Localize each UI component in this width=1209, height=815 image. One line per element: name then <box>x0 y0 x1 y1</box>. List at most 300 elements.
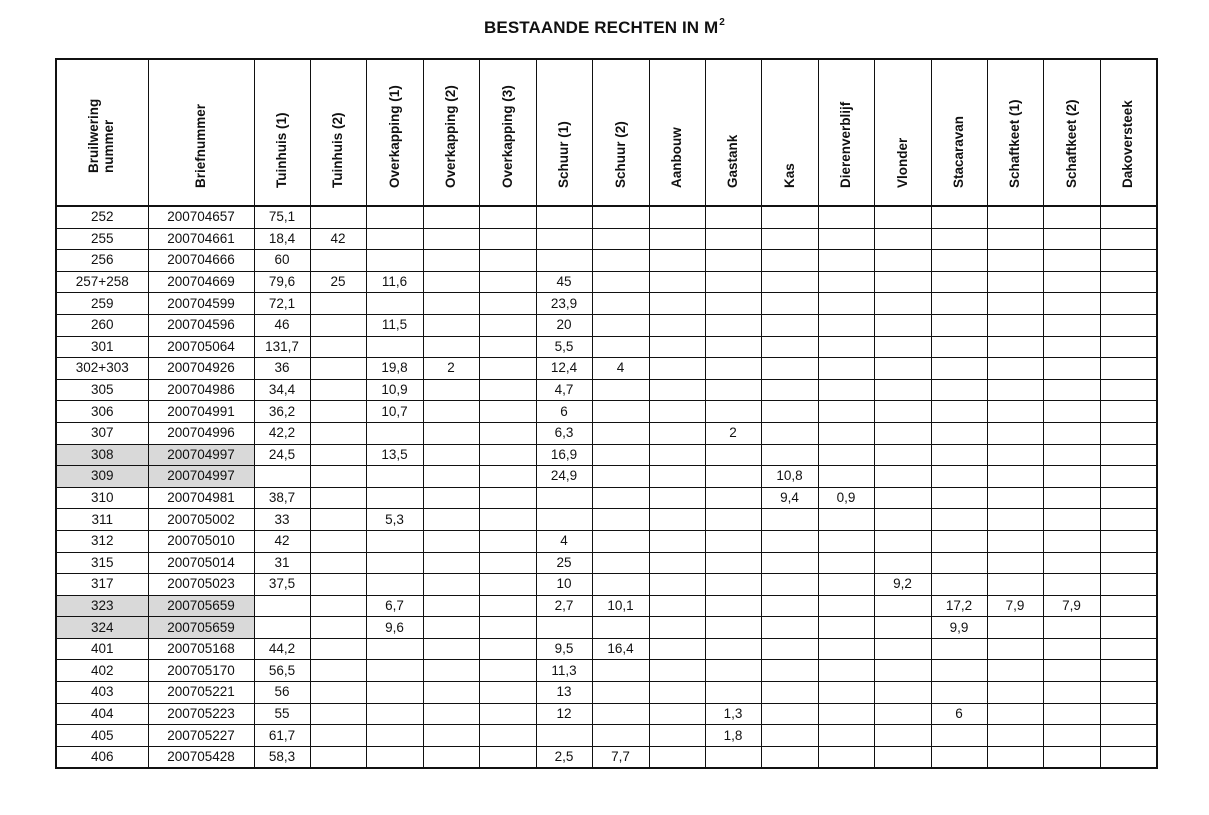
table-cell <box>592 336 649 358</box>
table-cell: 79,6 <box>254 271 310 293</box>
table-cell: 25 <box>310 271 366 293</box>
table-cell: 323 <box>56 595 148 617</box>
table-cell: 11,6 <box>366 271 423 293</box>
table-cell: 9,5 <box>536 638 592 660</box>
table-cell <box>761 595 818 617</box>
column-header-line: Aanbouw <box>669 127 684 188</box>
table-cell <box>818 206 874 228</box>
table-cell: 200704981 <box>148 487 254 509</box>
table-cell: 17,2 <box>931 595 987 617</box>
table-cell <box>254 595 310 617</box>
table-cell <box>1043 487 1100 509</box>
table-cell <box>874 725 931 747</box>
column-header-label <box>1064 59 1079 188</box>
table-cell: 36,2 <box>254 401 310 423</box>
table-cell: 23,9 <box>536 293 592 315</box>
table-cell <box>479 271 536 293</box>
table-cell <box>649 530 705 552</box>
table-cell <box>1043 509 1100 531</box>
table-cell <box>818 746 874 768</box>
table-cell: 200704997 <box>148 444 254 466</box>
column-header-label <box>556 59 571 188</box>
table-cell: 301 <box>56 336 148 358</box>
table-cell: 6 <box>931 703 987 725</box>
table-cell <box>592 314 649 336</box>
table-cell <box>592 228 649 250</box>
table-cell: 6 <box>536 401 592 423</box>
table-cell <box>1043 703 1100 725</box>
table-cell <box>705 293 761 315</box>
table-cell <box>1043 617 1100 639</box>
table-cell <box>1043 379 1100 401</box>
column-header-line: Schaftkeet (1) <box>1007 99 1022 188</box>
table-cell <box>479 638 536 660</box>
table-row <box>56 530 1157 552</box>
column-header-line: Overkapping (2) <box>443 85 458 188</box>
table-cell <box>705 509 761 531</box>
table-row <box>56 293 1157 315</box>
table-cell <box>987 552 1043 574</box>
table-cell <box>874 444 931 466</box>
column-header-line: Schaftkeet (2) <box>1063 99 1079 188</box>
table-cell <box>310 617 366 639</box>
table-cell: 405 <box>56 725 148 747</box>
table-cell <box>818 444 874 466</box>
table-cell <box>874 509 931 531</box>
table-cell <box>310 379 366 401</box>
table-cell <box>649 250 705 272</box>
table-cell: 200704661 <box>148 228 254 250</box>
table-cell <box>874 660 931 682</box>
table-cell <box>479 682 536 704</box>
table-cell <box>423 466 479 488</box>
table-cell <box>818 595 874 617</box>
table-cell <box>366 336 423 358</box>
column-header <box>56 59 148 206</box>
table-cell <box>479 422 536 444</box>
table-cell <box>1100 271 1157 293</box>
table-cell: 308 <box>56 444 148 466</box>
table-body <box>56 206 1157 768</box>
table-cell <box>310 444 366 466</box>
table-cell: 34,4 <box>254 379 310 401</box>
table-cell: 58,3 <box>254 746 310 768</box>
table-row <box>56 725 1157 747</box>
rights-table <box>55 58 1158 769</box>
table-cell <box>874 703 931 725</box>
table-cell <box>479 293 536 315</box>
table-cell: 24,5 <box>254 444 310 466</box>
table-cell: 44,2 <box>254 638 310 660</box>
table-cell <box>423 250 479 272</box>
table-cell: 38,7 <box>254 487 310 509</box>
table-cell <box>310 682 366 704</box>
table-cell <box>1043 466 1100 488</box>
table-cell: 4,7 <box>536 379 592 401</box>
table-cell <box>818 703 874 725</box>
table-cell: 200705221 <box>148 682 254 704</box>
table-cell <box>649 336 705 358</box>
table-cell <box>366 638 423 660</box>
column-header-label <box>387 59 402 188</box>
table-cell: 31 <box>254 552 310 574</box>
table-cell <box>592 271 649 293</box>
table-cell <box>874 206 931 228</box>
table-cell <box>705 250 761 272</box>
table-cell <box>310 530 366 552</box>
table-cell <box>1043 271 1100 293</box>
table-cell <box>310 725 366 747</box>
table-cell <box>479 530 536 552</box>
table-cell: 42 <box>254 530 310 552</box>
table-cell <box>592 401 649 423</box>
table-cell: 302+303 <box>56 358 148 380</box>
table-cell: 13,5 <box>366 444 423 466</box>
table-cell: 200705227 <box>148 725 254 747</box>
table-cell: 7,9 <box>987 595 1043 617</box>
table-cell <box>592 466 649 488</box>
table-cell <box>1100 617 1157 639</box>
table-cell: 200705014 <box>148 552 254 574</box>
page-title <box>0 17 1209 38</box>
table-cell <box>649 314 705 336</box>
column-header-label <box>86 59 116 173</box>
table-cell <box>649 509 705 531</box>
table-cell <box>423 552 479 574</box>
table-cell <box>310 401 366 423</box>
table-row <box>56 466 1157 488</box>
table-cell <box>536 725 592 747</box>
table-cell: 200705428 <box>148 746 254 768</box>
table-cell <box>705 444 761 466</box>
table-cell <box>479 314 536 336</box>
table-cell: 12,4 <box>536 358 592 380</box>
column-header-line: Overkapping (1) <box>386 85 402 188</box>
column-header-line: Tuinhuis (2) <box>330 112 345 188</box>
column-header-line: Kas <box>781 163 797 188</box>
column-header-label <box>613 59 628 188</box>
table-cell: 312 <box>56 530 148 552</box>
table-cell <box>931 228 987 250</box>
column-header <box>705 59 761 206</box>
table-cell: 311 <box>56 509 148 531</box>
table-cell <box>1043 250 1100 272</box>
table-cell <box>931 552 987 574</box>
table-cell <box>649 660 705 682</box>
table-cell <box>705 595 761 617</box>
table-cell <box>1043 293 1100 315</box>
table-row <box>56 552 1157 574</box>
table-cell: 256 <box>56 250 148 272</box>
table-cell <box>366 746 423 768</box>
table-cell <box>818 574 874 596</box>
table-cell <box>818 401 874 423</box>
table-cell: 200705170 <box>148 660 254 682</box>
table-cell <box>818 293 874 315</box>
column-header-label <box>669 59 684 188</box>
table-cell <box>1043 552 1100 574</box>
table-cell <box>987 746 1043 768</box>
table-cell <box>1100 595 1157 617</box>
table-cell: 9,9 <box>931 617 987 639</box>
table-cell <box>1100 336 1157 358</box>
column-header-line: Vlonder <box>894 137 910 188</box>
table-cell <box>649 595 705 617</box>
table-cell <box>1100 725 1157 747</box>
table-cell: 317 <box>56 574 148 596</box>
table-cell <box>423 336 479 358</box>
table-cell <box>310 574 366 596</box>
table-cell: 2,7 <box>536 595 592 617</box>
table-cell <box>649 487 705 509</box>
table-cell <box>931 401 987 423</box>
column-header <box>931 59 987 206</box>
table-cell <box>761 314 818 336</box>
table-cell <box>423 271 479 293</box>
table-cell: 257+258 <box>56 271 148 293</box>
table-cell <box>931 271 987 293</box>
table-cell <box>423 660 479 682</box>
table-cell <box>592 617 649 639</box>
table-cell: 16,4 <box>592 638 649 660</box>
table-row <box>56 444 1157 466</box>
table-cell <box>931 660 987 682</box>
table-cell <box>649 401 705 423</box>
table-cell <box>592 379 649 401</box>
table-cell <box>366 703 423 725</box>
table-cell <box>931 638 987 660</box>
table-cell <box>761 250 818 272</box>
table-cell <box>761 574 818 596</box>
table-cell <box>1100 401 1157 423</box>
table-cell: 72,1 <box>254 293 310 315</box>
table-cell <box>592 250 649 272</box>
table-cell: 9,2 <box>874 574 931 596</box>
table-cell: 36 <box>254 358 310 380</box>
table-cell <box>592 574 649 596</box>
table-row <box>56 401 1157 423</box>
table-cell <box>705 638 761 660</box>
table-row <box>56 358 1157 380</box>
table-row <box>56 682 1157 704</box>
table-cell <box>705 466 761 488</box>
table-cell <box>705 314 761 336</box>
table-row <box>56 271 1157 293</box>
table-cell <box>310 509 366 531</box>
table-cell <box>1043 336 1100 358</box>
table-cell <box>536 228 592 250</box>
title-text: BESTAANDE RECHTEN IN M <box>484 18 719 37</box>
table-cell <box>761 682 818 704</box>
table-cell <box>423 530 479 552</box>
table-cell: 24,9 <box>536 466 592 488</box>
table-cell <box>310 638 366 660</box>
table-cell: 315 <box>56 552 148 574</box>
table-cell: 200705659 <box>148 617 254 639</box>
table-cell <box>366 293 423 315</box>
table-cell <box>423 401 479 423</box>
table-cell <box>1100 358 1157 380</box>
table-cell <box>423 682 479 704</box>
table-cell <box>874 487 931 509</box>
table-cell <box>423 617 479 639</box>
table-cell <box>761 206 818 228</box>
table-cell <box>479 358 536 380</box>
table-cell: 33 <box>254 509 310 531</box>
table-cell <box>649 206 705 228</box>
table-cell: 404 <box>56 703 148 725</box>
table-cell <box>1100 530 1157 552</box>
table-cell <box>761 379 818 401</box>
table-cell: 16,9 <box>536 444 592 466</box>
table-cell: 324 <box>56 617 148 639</box>
table-row <box>56 746 1157 768</box>
table-cell <box>874 228 931 250</box>
table-cell <box>592 530 649 552</box>
table-cell <box>931 530 987 552</box>
column-header-label <box>193 59 208 188</box>
table-cell <box>987 206 1043 228</box>
table-cell: 402 <box>56 660 148 682</box>
column-header-line: Tuinhuis (1) <box>274 112 289 188</box>
table-cell <box>1100 250 1157 272</box>
table-cell <box>1043 574 1100 596</box>
table-cell <box>1100 638 1157 660</box>
table-cell <box>366 206 423 228</box>
table-cell <box>931 746 987 768</box>
table-cell <box>366 725 423 747</box>
table-cell <box>649 574 705 596</box>
table-cell <box>987 660 1043 682</box>
table-cell: 42,2 <box>254 422 310 444</box>
table-cell: 2 <box>423 358 479 380</box>
table-cell <box>761 725 818 747</box>
table-row <box>56 206 1157 228</box>
table-cell: 10,7 <box>366 401 423 423</box>
table-cell <box>423 228 479 250</box>
table-cell <box>649 682 705 704</box>
table-cell <box>254 617 310 639</box>
table-cell <box>366 487 423 509</box>
table-cell <box>479 250 536 272</box>
table-cell <box>987 314 1043 336</box>
table-cell <box>761 552 818 574</box>
column-header-label <box>725 59 740 188</box>
table-cell <box>423 595 479 617</box>
table-cell <box>987 422 1043 444</box>
column-header <box>423 59 479 206</box>
table-cell <box>310 314 366 336</box>
table-cell: 55 <box>254 703 310 725</box>
table-cell: 1,3 <box>705 703 761 725</box>
table-row <box>56 250 1157 272</box>
table-cell <box>479 336 536 358</box>
table-cell <box>423 422 479 444</box>
table-cell <box>479 660 536 682</box>
column-header <box>148 59 254 206</box>
table-cell <box>310 595 366 617</box>
table-cell <box>874 358 931 380</box>
table-cell <box>818 358 874 380</box>
column-header-line: nummer <box>101 119 117 173</box>
table-cell <box>818 271 874 293</box>
table-cell <box>479 725 536 747</box>
column-header <box>987 59 1043 206</box>
table-cell <box>479 703 536 725</box>
table-cell <box>423 487 479 509</box>
table-cell <box>649 466 705 488</box>
column-header <box>592 59 649 206</box>
table-cell <box>987 487 1043 509</box>
column-header-line: Briefnummer <box>193 103 208 188</box>
table-cell <box>818 336 874 358</box>
table-cell: 46 <box>254 314 310 336</box>
table-cell <box>761 293 818 315</box>
table-cell <box>423 638 479 660</box>
table-cell: 403 <box>56 682 148 704</box>
table-cell <box>592 682 649 704</box>
table-cell <box>874 552 931 574</box>
table-cell <box>874 250 931 272</box>
table-cell <box>1043 206 1100 228</box>
table-cell <box>1043 682 1100 704</box>
table-cell: 200704997 <box>148 466 254 488</box>
table-cell <box>931 444 987 466</box>
column-header-line: Schuur (2) <box>612 121 628 188</box>
table-cell <box>931 487 987 509</box>
table-cell <box>818 530 874 552</box>
table-cell: 200705659 <box>148 595 254 617</box>
table-cell <box>310 250 366 272</box>
table-cell: 60 <box>254 250 310 272</box>
table-cell <box>366 228 423 250</box>
table-cell <box>931 682 987 704</box>
table-cell <box>818 660 874 682</box>
column-header-label <box>782 59 797 188</box>
table-cell <box>479 206 536 228</box>
table-cell <box>761 703 818 725</box>
table-cell <box>310 206 366 228</box>
table-cell: 11,5 <box>366 314 423 336</box>
table-cell: 1,8 <box>705 725 761 747</box>
table-cell <box>423 293 479 315</box>
table-cell <box>649 293 705 315</box>
table-cell <box>536 487 592 509</box>
table-cell: 200705064 <box>148 336 254 358</box>
table-cell <box>705 487 761 509</box>
table-cell <box>423 206 479 228</box>
table-cell: 7,9 <box>1043 595 1100 617</box>
table-cell <box>874 401 931 423</box>
table-cell <box>1043 725 1100 747</box>
table-cell <box>479 444 536 466</box>
table-cell <box>1043 660 1100 682</box>
table-cell: 200705002 <box>148 509 254 531</box>
table-cell <box>649 444 705 466</box>
table-cell <box>479 574 536 596</box>
table-cell: 5,5 <box>536 336 592 358</box>
table-cell: 25 <box>536 552 592 574</box>
table-cell <box>1043 228 1100 250</box>
table-cell <box>931 422 987 444</box>
table-cell <box>705 336 761 358</box>
table-cell <box>423 509 479 531</box>
column-header <box>649 59 705 206</box>
table-cell <box>818 552 874 574</box>
table-cell <box>254 466 310 488</box>
table-cell <box>649 271 705 293</box>
table-row <box>56 336 1157 358</box>
